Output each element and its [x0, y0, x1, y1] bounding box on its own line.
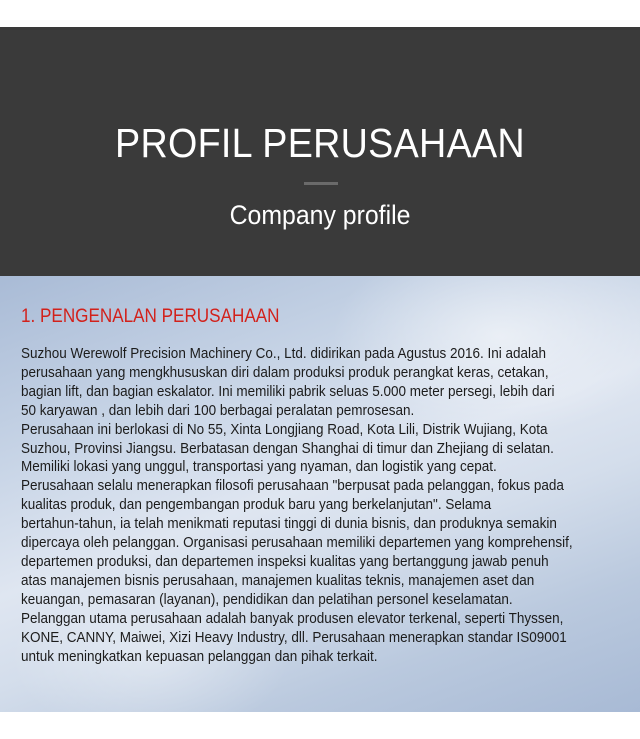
page-subtitle: Company profile	[229, 200, 411, 230]
body-line: dipercaya oleh pelanggan. Organisasi perusahaan memiliki departemen yang komprehensif,	[21, 534, 573, 552]
body-line: bertahun-tahun, ia telah menikmati reputasi tinggi di dunia bisnis, dan produknya semakin	[21, 515, 557, 533]
body-line: kualitas produk, dan pengembangan produk baru yang berkelanjutan". Selama	[21, 496, 492, 514]
body-line: KONE, CANNY, Maiwei, Xizi Heavy Industry, dll. Perusahaan menerapkan standar IS09001	[21, 628, 567, 646]
body-line: untuk meningkatkan kepuasan pelanggan dan pihak terkait.	[21, 647, 378, 665]
header-banner	[0, 27, 640, 276]
body-line: departemen produksi, dan departemen inspeksi kualitas yang bertanggung jawab penuh	[21, 552, 549, 570]
page-title: PROFIL PERUSAHAAN	[115, 120, 525, 166]
body-line: Memiliki lokasi yang unggul, transportasi yang nyaman, dan logistik yang cepat.	[21, 458, 497, 476]
section-body	[21, 345, 620, 666]
body-line: Suzhou, Provinsi Jiangsu. Berbatasan dengan Shanghai di timur dan Zhejiang di selatan.	[21, 439, 554, 457]
body-line: Perusahaan selalu menerapkan filosofi perusahaan "berpusat pada pelanggan, fokus pada	[21, 477, 564, 495]
footer-spacer	[0, 712, 640, 739]
body-line: Pelanggan utama perusahaan adalah banyak produsen elevator terkenal, seperti Thyssen,	[21, 609, 564, 627]
body-line: Perusahaan ini berlokasi di No 55, Xinta Longjiang Road, Kota Lili, Distrik Wujiang, Kota	[21, 420, 548, 438]
body-line: bagian lift, dan bagian eskalator. Ini memiliki pabrik seluas 5.000 meter persegi, lebih dari	[21, 382, 555, 400]
company-intro-section	[0, 276, 640, 712]
title-divider	[304, 182, 338, 185]
body-line: atas manajemen bisnis perusahaan, manajemen kualitas teknis, manajemen aset dan	[21, 571, 535, 589]
body-line: perusahaan yang mengkhususkan diri dalam produksi produk perangkat keras, cetakan,	[21, 363, 549, 381]
body-line: keuangan, pemasaran (layanan), pendidikan dan pelatihan personel keselamatan.	[21, 590, 513, 608]
body-line: Suzhou Werewolf Precision Machinery Co., Ltd. didirikan pada Agustus 2016. Ini adalah	[21, 345, 547, 362]
section-heading: 1. PENGENALAN PERUSAHAAN	[21, 306, 280, 327]
body-line: 50 karyawan , dan lebih dari 100 berbagai peralatan pemrosesan.	[21, 401, 415, 419]
